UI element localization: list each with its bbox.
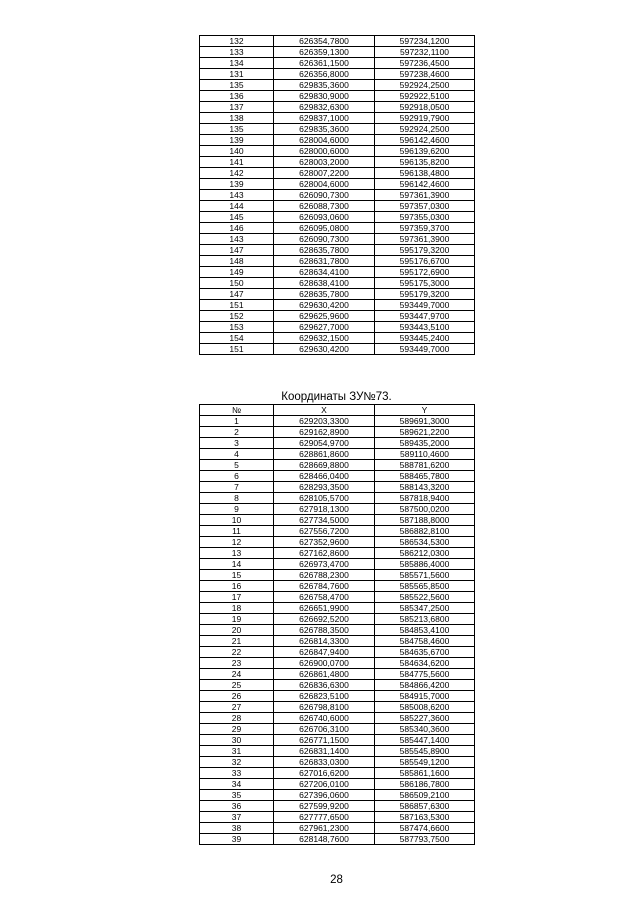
cell-x: 629832,6300 <box>274 102 375 113</box>
cell-y: 585571,5600 <box>375 570 475 581</box>
cell-y: 586212,0300 <box>375 548 475 559</box>
table-row <box>200 438 475 449</box>
cell-x: 627556,7200 <box>274 526 375 537</box>
cell-point-number: 1 <box>200 416 274 427</box>
cell-point-number: 144 <box>200 201 274 212</box>
cell-point-number: 16 <box>200 581 274 592</box>
cell-y: 597232,1100 <box>375 47 475 58</box>
cell-x: 626361,1500 <box>274 58 375 69</box>
cell-y: 586509,2100 <box>375 790 475 801</box>
cell-y: 585522,5600 <box>375 592 475 603</box>
cell-point-number: 10 <box>200 515 274 526</box>
cell-y: 596138,4800 <box>375 168 475 179</box>
cell-point-number: 4 <box>200 449 274 460</box>
cell-point-number: 23 <box>200 658 274 669</box>
cell-point-number: 19 <box>200 614 274 625</box>
cell-y: 592924,2500 <box>375 80 475 91</box>
table-row <box>200 482 475 493</box>
cell-x: 626771,1500 <box>274 735 375 746</box>
cell-y: 597236,4500 <box>375 58 475 69</box>
table-row <box>200 91 475 102</box>
cell-y: 589435,2000 <box>375 438 475 449</box>
cell-y: 597355,0300 <box>375 212 475 223</box>
table-row <box>200 548 475 559</box>
table-row <box>200 416 475 427</box>
cell-x: 628000,6000 <box>274 146 375 157</box>
table-row <box>200 168 475 179</box>
cell-x: 626900,0700 <box>274 658 375 669</box>
cell-point-number: 11 <box>200 526 274 537</box>
cell-point-number: 24 <box>200 669 274 680</box>
cell-point-number: 22 <box>200 647 274 658</box>
cell-y: 597234,1200 <box>375 36 475 47</box>
cell-point-number: 147 <box>200 245 274 256</box>
cell-y: 585008,6200 <box>375 702 475 713</box>
table-row <box>200 757 475 768</box>
cell-x: 629625,9600 <box>274 311 375 322</box>
cell-y: 596142,4600 <box>375 179 475 190</box>
cell-x: 626847,9400 <box>274 647 375 658</box>
cell-point-number: 137 <box>200 102 274 113</box>
table-row <box>200 801 475 812</box>
cell-y: 588781,6200 <box>375 460 475 471</box>
cell-x: 629162,8900 <box>274 427 375 438</box>
table-row <box>200 746 475 757</box>
table-row <box>200 124 475 135</box>
cell-x: 626095,0800 <box>274 223 375 234</box>
header-x: X <box>274 405 375 416</box>
table-row <box>200 471 475 482</box>
table-row <box>200 603 475 614</box>
cell-y: 586534,5300 <box>375 537 475 548</box>
table-row <box>200 267 475 278</box>
cell-x: 626831,1400 <box>274 746 375 757</box>
cell-y: 597359,3700 <box>375 223 475 234</box>
cell-point-number: 9 <box>200 504 274 515</box>
cell-x: 628293,3500 <box>274 482 375 493</box>
cell-x: 628003,2000 <box>274 157 375 168</box>
cell-x: 626093,0600 <box>274 212 375 223</box>
table-row <box>200 157 475 168</box>
cell-point-number: 140 <box>200 146 274 157</box>
cell-point-number: 33 <box>200 768 274 779</box>
cell-point-number: 35 <box>200 790 274 801</box>
cell-y: 589691,3000 <box>375 416 475 427</box>
table-row <box>200 669 475 680</box>
cell-y: 596139,6200 <box>375 146 475 157</box>
cell-y: 595172,6900 <box>375 267 475 278</box>
table-row <box>200 537 475 548</box>
cell-x: 626836,6300 <box>274 680 375 691</box>
cell-x: 627206,0100 <box>274 779 375 790</box>
table-row <box>200 823 475 834</box>
cell-point-number: 141 <box>200 157 274 168</box>
cell-x: 626706,3100 <box>274 724 375 735</box>
cell-y: 597361,3900 <box>375 190 475 201</box>
cell-point-number: 2 <box>200 427 274 438</box>
cell-x: 626651,9900 <box>274 603 375 614</box>
table-row <box>200 691 475 702</box>
cell-x: 626823,5100 <box>274 691 375 702</box>
cell-y: 587163,5300 <box>375 812 475 823</box>
table-row <box>200 636 475 647</box>
cell-x: 628004,6000 <box>274 135 375 146</box>
table-row <box>200 344 475 355</box>
cell-point-number: 6 <box>200 471 274 482</box>
table-row <box>200 702 475 713</box>
table-row <box>200 289 475 300</box>
cell-point-number: 135 <box>200 80 274 91</box>
cell-point-number: 13 <box>200 548 274 559</box>
table-row <box>200 179 475 190</box>
cell-y: 588143,3200 <box>375 482 475 493</box>
table-row <box>200 80 475 91</box>
cell-x: 627961,2300 <box>274 823 375 834</box>
cell-point-number: 28 <box>200 713 274 724</box>
cell-y: 584758,4600 <box>375 636 475 647</box>
table-row <box>200 515 475 526</box>
cell-x: 629632,1500 <box>274 333 375 344</box>
cell-point-number: 5 <box>200 460 274 471</box>
table-row <box>200 493 475 504</box>
table-row <box>200 113 475 124</box>
cell-y: 593443,5100 <box>375 322 475 333</box>
table-row <box>200 311 475 322</box>
section-title: Координаты ЗУ№73. <box>281 391 392 403</box>
table-row <box>200 713 475 724</box>
table-row <box>200 135 475 146</box>
cell-x: 626784,7600 <box>274 581 375 592</box>
cell-y: 597238,4600 <box>375 69 475 80</box>
table-row <box>200 223 475 234</box>
table-row <box>200 812 475 823</box>
table-row <box>200 58 475 69</box>
cell-x: 626788,2300 <box>274 570 375 581</box>
cell-y: 587474,6600 <box>375 823 475 834</box>
cell-y: 585565,8500 <box>375 581 475 592</box>
cell-y: 587500,0200 <box>375 504 475 515</box>
table-row <box>200 570 475 581</box>
cell-x: 626354,7800 <box>274 36 375 47</box>
cell-y: 592918,0500 <box>375 102 475 113</box>
cell-y: 595175,3000 <box>375 278 475 289</box>
cell-point-number: 142 <box>200 168 274 179</box>
cell-y: 584853,4100 <box>375 625 475 636</box>
cell-point-number: 151 <box>200 344 274 355</box>
cell-point-number: 27 <box>200 702 274 713</box>
table-row <box>200 256 475 267</box>
cell-point-number: 153 <box>200 322 274 333</box>
cell-point-number: 26 <box>200 691 274 702</box>
table-row <box>200 201 475 212</box>
cell-x: 627352,9600 <box>274 537 375 548</box>
table-header-row <box>200 405 475 416</box>
cell-x: 629203,3300 <box>274 416 375 427</box>
cell-y: 589621,2200 <box>375 427 475 438</box>
table-row <box>200 234 475 245</box>
table-row <box>200 526 475 537</box>
cell-x: 628105,5700 <box>274 493 375 504</box>
cell-point-number: 39 <box>200 834 274 845</box>
cell-point-number: 7 <box>200 482 274 493</box>
cell-x: 628635,7800 <box>274 289 375 300</box>
table-row <box>200 300 475 311</box>
cell-y: 592922,5100 <box>375 91 475 102</box>
table-row <box>200 735 475 746</box>
table-row <box>200 647 475 658</box>
cell-point-number: 8 <box>200 493 274 504</box>
cell-y: 596142,4600 <box>375 135 475 146</box>
cell-point-number: 148 <box>200 256 274 267</box>
cell-x: 629830,9000 <box>274 91 375 102</box>
cell-x: 627599,9200 <box>274 801 375 812</box>
cell-x: 626973,4700 <box>274 559 375 570</box>
cell-y: 586882,8100 <box>375 526 475 537</box>
cell-point-number: 151 <box>200 300 274 311</box>
cell-point-number: 154 <box>200 333 274 344</box>
cell-point-number: 29 <box>200 724 274 735</box>
cell-point-number: 3 <box>200 438 274 449</box>
cell-point-number: 34 <box>200 779 274 790</box>
cell-x: 628148,7600 <box>274 834 375 845</box>
cell-x: 629835,3600 <box>274 124 375 135</box>
cell-y: 584635,6700 <box>375 647 475 658</box>
cell-x: 628669,8800 <box>274 460 375 471</box>
cell-y: 585347,2500 <box>375 603 475 614</box>
cell-point-number: 132 <box>200 36 274 47</box>
cell-point-number: 139 <box>200 135 274 146</box>
cell-y: 587818,9400 <box>375 493 475 504</box>
coordinates-table-continued <box>199 35 475 355</box>
cell-x: 628638,4100 <box>274 278 375 289</box>
cell-x: 629837,1000 <box>274 113 375 124</box>
cell-y: 587188,8000 <box>375 515 475 526</box>
cell-y: 586186,7800 <box>375 779 475 790</box>
cell-y: 585447,1400 <box>375 735 475 746</box>
cell-x: 626788,3500 <box>274 625 375 636</box>
table-row <box>200 212 475 223</box>
table-row <box>200 190 475 201</box>
cell-y: 597361,3900 <box>375 234 475 245</box>
cell-point-number: 20 <box>200 625 274 636</box>
cell-x: 628634,4100 <box>274 267 375 278</box>
cell-point-number: 18 <box>200 603 274 614</box>
cell-x: 626359,1300 <box>274 47 375 58</box>
cell-point-number: 138 <box>200 113 274 124</box>
table-row <box>200 768 475 779</box>
cell-point-number: 25 <box>200 680 274 691</box>
table-row <box>200 449 475 460</box>
cell-x: 626692,5200 <box>274 614 375 625</box>
cell-point-number: 143 <box>200 190 274 201</box>
cell-point-number: 14 <box>200 559 274 570</box>
cell-x: 627918,1300 <box>274 504 375 515</box>
cell-y: 584866,4200 <box>375 680 475 691</box>
cell-point-number: 36 <box>200 801 274 812</box>
cell-point-number: 134 <box>200 58 274 69</box>
cell-y: 588465,7800 <box>375 471 475 482</box>
cell-x: 626833,0300 <box>274 757 375 768</box>
cell-x: 629627,7000 <box>274 322 375 333</box>
cell-y: 595176,6700 <box>375 256 475 267</box>
cell-point-number: 17 <box>200 592 274 603</box>
cell-x: 627777,6500 <box>274 812 375 823</box>
cell-point-number: 135 <box>200 124 274 135</box>
cell-y: 592919,7900 <box>375 113 475 124</box>
table-row <box>200 614 475 625</box>
cell-y: 585340,3600 <box>375 724 475 735</box>
cell-point-number: 38 <box>200 823 274 834</box>
table-row <box>200 69 475 80</box>
table-row <box>200 245 475 256</box>
table-row <box>200 504 475 515</box>
cell-point-number: 133 <box>200 47 274 58</box>
table-row <box>200 559 475 570</box>
cell-point-number: 150 <box>200 278 274 289</box>
table-row <box>200 146 475 157</box>
cell-y: 585545,8900 <box>375 746 475 757</box>
cell-x: 628631,7800 <box>274 256 375 267</box>
cell-x: 626088,7300 <box>274 201 375 212</box>
cell-x: 628466,0400 <box>274 471 375 482</box>
cell-point-number: 145 <box>200 212 274 223</box>
cell-y: 597357,0300 <box>375 201 475 212</box>
cell-x: 626740,6000 <box>274 713 375 724</box>
cell-point-number: 37 <box>200 812 274 823</box>
cell-x: 626798,8100 <box>274 702 375 713</box>
cell-x: 627016,6200 <box>274 768 375 779</box>
cell-y: 586857,6300 <box>375 801 475 812</box>
cell-point-number: 31 <box>200 746 274 757</box>
cell-x: 629630,4200 <box>274 344 375 355</box>
table-row <box>200 658 475 669</box>
cell-y: 585549,1200 <box>375 757 475 768</box>
cell-point-number: 12 <box>200 537 274 548</box>
cell-y: 589110,4600 <box>375 449 475 460</box>
table-row <box>200 680 475 691</box>
table-row <box>200 779 475 790</box>
cell-y: 593449,7000 <box>375 300 475 311</box>
cell-x: 626861,4800 <box>274 669 375 680</box>
cell-x: 627162,8600 <box>274 548 375 559</box>
table-row <box>200 460 475 471</box>
coordinates-table-zu73 <box>199 404 475 845</box>
cell-y: 596135,8200 <box>375 157 475 168</box>
cell-point-number: 139 <box>200 179 274 190</box>
cell-x: 626090,7300 <box>274 234 375 245</box>
table-row <box>200 427 475 438</box>
cell-y: 585213,6800 <box>375 614 475 625</box>
cell-x: 626814,3300 <box>274 636 375 647</box>
cell-y: 584634,6200 <box>375 658 475 669</box>
cell-x: 626090,7300 <box>274 190 375 201</box>
cell-x: 626356,8000 <box>274 69 375 80</box>
cell-y: 585861,1600 <box>375 768 475 779</box>
cell-x: 627734,5000 <box>274 515 375 526</box>
cell-x: 629630,4200 <box>274 300 375 311</box>
cell-y: 593449,7000 <box>375 344 475 355</box>
header-y: Y <box>375 405 475 416</box>
cell-point-number: 131 <box>200 69 274 80</box>
cell-point-number: 30 <box>200 735 274 746</box>
table-row <box>200 790 475 801</box>
table-row <box>200 333 475 344</box>
cell-point-number: 146 <box>200 223 274 234</box>
header-number: № <box>200 405 274 416</box>
cell-y: 595179,3200 <box>375 289 475 300</box>
cell-x: 628007,2200 <box>274 168 375 179</box>
cell-y: 585227,3600 <box>375 713 475 724</box>
cell-point-number: 136 <box>200 91 274 102</box>
cell-x: 629835,3600 <box>274 80 375 91</box>
cell-y: 595179,3200 <box>375 245 475 256</box>
cell-y: 593445,2400 <box>375 333 475 344</box>
table-row <box>200 834 475 845</box>
cell-point-number: 149 <box>200 267 274 278</box>
cell-y: 593447,9700 <box>375 311 475 322</box>
table-row <box>200 47 475 58</box>
cell-y: 584915,7000 <box>375 691 475 702</box>
table-row <box>200 278 475 289</box>
cell-point-number: 147 <box>200 289 274 300</box>
cell-point-number: 152 <box>200 311 274 322</box>
cell-point-number: 21 <box>200 636 274 647</box>
cell-point-number: 32 <box>200 757 274 768</box>
table-row <box>200 322 475 333</box>
cell-point-number: 15 <box>200 570 274 581</box>
cell-y: 592924,2500 <box>375 124 475 135</box>
table-row <box>200 625 475 636</box>
cell-y: 587793,7500 <box>375 834 475 845</box>
cell-x: 629054,9700 <box>274 438 375 449</box>
table-row <box>200 592 475 603</box>
table-row <box>200 581 475 592</box>
cell-x: 628004,6000 <box>274 179 375 190</box>
table-row <box>200 102 475 113</box>
cell-x: 626758,4700 <box>274 592 375 603</box>
cell-x: 627396,0600 <box>274 790 375 801</box>
page-number: 28 <box>330 874 343 886</box>
cell-y: 585886,4000 <box>375 559 475 570</box>
table-row <box>200 724 475 735</box>
cell-x: 628635,7800 <box>274 245 375 256</box>
table-row <box>200 36 475 47</box>
cell-point-number: 143 <box>200 234 274 245</box>
cell-x: 628861,8600 <box>274 449 375 460</box>
cell-y: 584775,5600 <box>375 669 475 680</box>
